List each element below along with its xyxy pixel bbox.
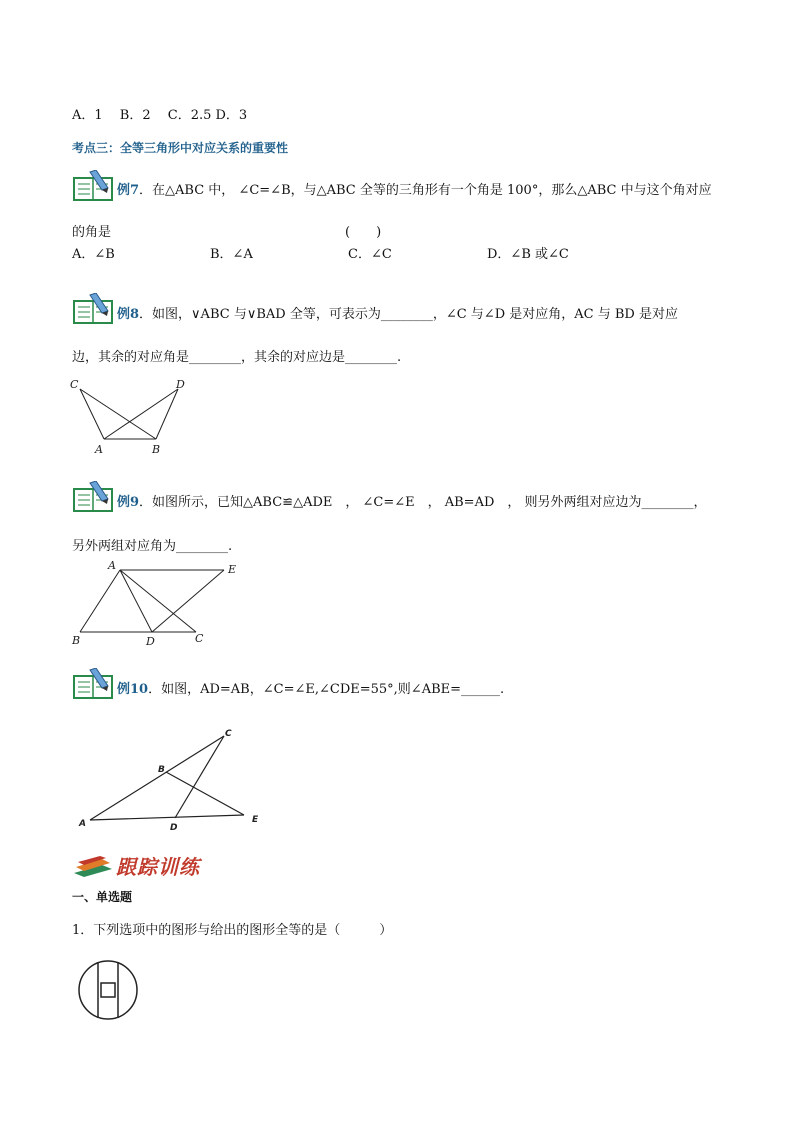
label-B: B [152,443,161,456]
example-8-label: 例8 [117,307,140,322]
label-A: A [95,443,103,456]
label-A: A [108,559,116,572]
label-C: C [225,729,232,739]
label-E: E [252,815,259,825]
banner-text: 跟踪训练 [116,855,200,879]
example-9-label: 例9 [117,495,140,510]
book-pencil-icon [72,293,116,325]
label-B: B [72,634,81,647]
example-8-line2: 边，其余的对应角是________，其余的对应边是________. [72,350,402,365]
given-figure [76,958,140,1022]
option-c: C．∠C [348,247,392,262]
answer-paren: ( ) [345,225,382,240]
example-10-line1 [117,678,504,697]
book-pencil-icon [72,481,116,513]
example-7-text: ．在△ABC 中， ∠C=∠B，与△ABC 全等的三角形有一个角是 100°，那么△ABC 中与这个角对应 [139,183,712,198]
label-D: D [170,823,178,833]
tracking-training-banner [72,851,242,879]
previous-question-options: A．1 B．2 C．2.5 D．3 [72,108,248,123]
example-8-line1 [117,303,678,322]
example-9-text: ．如图所示，已知△ABC≌△ADE ， ∠C=∠E ， AB=AD ， 则另外两组对应边为________， [139,495,707,510]
question-1-text: 1．下列选项中的图形与给出的图形全等的是（ ） [72,923,393,938]
example-8-text: ．如图，∨ABC 与∨BAD 全等，可表示为________，∠C 与∠D 是对应角，AC 与 BD 是对应 [139,307,678,322]
label-B: B [158,765,165,775]
option-d: D．∠B 或∠C [487,247,569,262]
single-choice-heading: 一、单选题 [72,890,133,904]
label-C: C [195,632,204,645]
book-pencil-icon [72,668,116,700]
books-icon [72,855,114,877]
label-A: A [79,819,86,829]
example-10-figure [72,722,272,837]
label-D: D [146,635,155,648]
example-9-line1 [117,491,707,510]
label-C: C [70,378,79,391]
label-D: D [176,378,185,391]
example-7-line2: 的角是 [72,225,112,240]
example-8-figure [66,375,196,460]
section-title: 考点三：全等三角形中对应关系的重要性 [72,141,289,155]
example-9-figure [66,558,256,648]
example-7-line1 [117,179,712,198]
example-10-text: ．如图，AD=AB，∠C=∠E,∠CDE=55°,则∠ABE=______. [148,682,505,697]
example-7-label: 例7 [117,183,140,198]
option-b: B．∠A [210,247,253,262]
example-9-line2: 另外两组对应角为________. [72,539,233,554]
option-a: A．∠B [72,247,115,262]
label-E: E [228,563,237,576]
book-pencil-icon [72,170,116,202]
example-10-label: 例10 [117,682,149,697]
